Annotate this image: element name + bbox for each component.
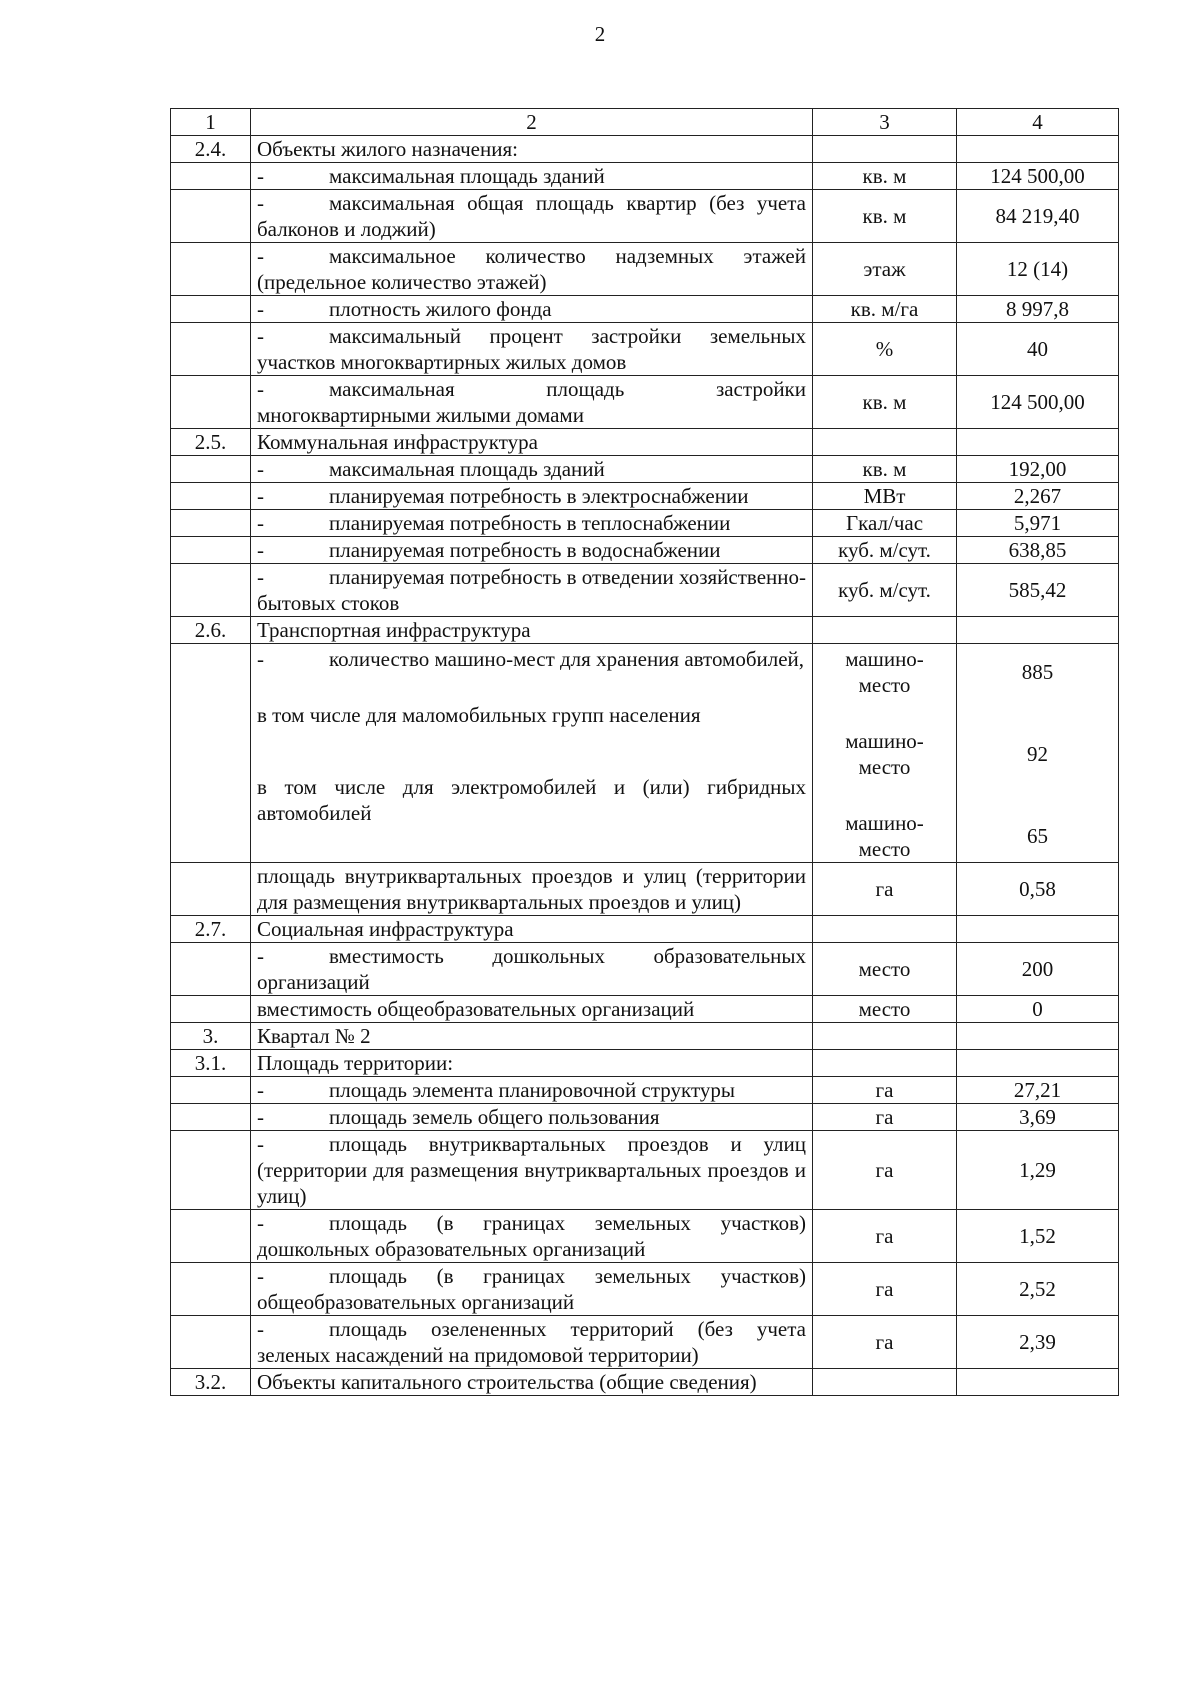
row-text-cell: - площадь (в границах земельных участков) общеобразовательных организаций [251, 1263, 813, 1316]
row-text-cell: - площадь земель общего пользования [251, 1104, 813, 1131]
row-number-cell [171, 1316, 251, 1369]
row-value-cell: 2,39 [957, 1316, 1119, 1369]
row-text: планируемая потребность в теплоснабжении [329, 511, 731, 535]
table-row [171, 1104, 1119, 1131]
table-row [171, 1077, 1119, 1104]
row-number-cell [171, 323, 251, 376]
row-value-cell: 192,00 [957, 456, 1119, 483]
row-text: вместимость общеобразовательных организаций [257, 997, 695, 1021]
table-row [171, 996, 1119, 1023]
parking-unit-1a: машино- [845, 647, 924, 671]
table-row [171, 190, 1119, 243]
row-unit-cell [813, 136, 957, 163]
row-number-cell [171, 1104, 251, 1131]
row-value-cell [957, 617, 1119, 644]
row-text-cell: - максимальная площадь зданий [251, 456, 813, 483]
row-text-cell: - планируемая потребность в водоснабжении [251, 537, 813, 564]
row-text: максимальная общая площадь квартир (без учета балконов и лоджий) [257, 191, 806, 241]
table-row [171, 1210, 1119, 1263]
row-unit-cell: га [813, 1104, 957, 1131]
row-value-cell [957, 916, 1119, 943]
table-row [171, 243, 1119, 296]
row-unit-cell [813, 1050, 957, 1077]
table-row [171, 323, 1119, 376]
row-text-cell: - площадь озелененных территорий (без учета зеленых насаждений на придомовой территории) [251, 1316, 813, 1369]
row-number-cell [171, 863, 251, 916]
row-text: площадь внутриквартальных проездов и улиц (территории для размещения внутриквартальных проездов и улиц) [257, 864, 806, 914]
parking-value-2: 92 [1027, 742, 1048, 766]
row-value-cell: 200 [957, 943, 1119, 996]
row-text-cell [251, 1369, 813, 1396]
row-text: Транспортная инфраструктура [257, 618, 531, 642]
row-value-cell: 84 219,40 [957, 190, 1119, 243]
row-number-cell [171, 564, 251, 617]
row-text: Объекты жилого назначения: [257, 137, 518, 161]
parking-line-1: - количество машино-мест для хранения автомобилей, [257, 647, 805, 671]
table-row [171, 564, 1119, 617]
row-text: планируемая потребность в электроснабжении [329, 484, 749, 508]
row-value-cell: 27,21 [957, 1077, 1119, 1104]
row-text: Объекты капитального строительства (общие сведения) [257, 1370, 757, 1394]
row-value-cell: 638,85 [957, 537, 1119, 564]
row-text-cell [251, 617, 813, 644]
row-unit-cell: га [813, 1316, 957, 1369]
row-text-cell: - вместимость дошкольных образовательных организаций [251, 943, 813, 996]
row-number-cell [171, 943, 251, 996]
row-text: максимальная площадь зданий [329, 164, 605, 188]
row-value-cell: 0,58 [957, 863, 1119, 916]
row-value-cell: 8 997,8 [957, 296, 1119, 323]
row-text-cell: - планируемая потребность в электроснабжении [251, 483, 813, 510]
parking-value-3: 65 [1027, 824, 1048, 848]
row-value-cell: 0 [957, 996, 1119, 1023]
row-text: максимальный процент застройки земельных участков многоквартирных жилых домов [257, 324, 806, 374]
row-text-cell: - максимальное количество надземных этажей (предельное количество этажей) [251, 243, 813, 296]
row-text-cell: - максимальная общая площадь квартир (без учета балконов и лоджий) [251, 190, 813, 243]
row-number-cell [171, 1077, 251, 1104]
row-text-cell: - максимальная площадь застройки многоквартирными жилыми домами [251, 376, 813, 429]
row-number-cell [171, 1131, 251, 1210]
row-unit-cell: МВт [813, 483, 957, 510]
row-text: максимальная площадь застройки многоквартирными жилыми домами [257, 377, 806, 427]
row-text: площадь (в границах земельных участков) общеобразовательных организаций [257, 1264, 806, 1314]
row-text: Площадь территории: [257, 1051, 454, 1075]
row-unit-cell: куб. м/сут. [813, 564, 957, 617]
table-row [171, 916, 1119, 943]
table-row [171, 1023, 1119, 1050]
header-col-4: 4 [957, 109, 1119, 136]
table-row [171, 943, 1119, 996]
parking-unit-2b: место [858, 755, 911, 779]
row-text: площадь внутриквартальных проездов и улиц (территории для размещения внутриквартальных проездов и улиц) [257, 1132, 806, 1208]
table-row [171, 1050, 1119, 1077]
table-row [171, 617, 1119, 644]
row-number-cell [171, 537, 251, 564]
row-unit-cell [813, 429, 957, 456]
row-unit-cell: этаж [813, 243, 957, 296]
row-text-cell: - планируемая потребность в отведении хозяйственно-бытовых стоков [251, 564, 813, 617]
parking-unit-1b: место [858, 673, 911, 697]
page-number: 2 [594, 22, 606, 46]
row-value-cell [957, 429, 1119, 456]
row-text: плотность жилого фонда [329, 297, 552, 321]
row-text-cell [251, 863, 813, 916]
row-text-cell: - плотность жилого фонда [251, 296, 813, 323]
row-value-cell: 124 500,00 [957, 376, 1119, 429]
table-row [171, 296, 1119, 323]
row-text: Квартал № 2 [257, 1024, 371, 1048]
row-unit-cell: кв. м [813, 163, 957, 190]
row-text-cell: - планируемая потребность в теплоснабжении [251, 510, 813, 537]
table-body-bottom [171, 863, 1119, 1396]
row-text-cell: - площадь элемента планировочной структуры [251, 1077, 813, 1104]
row-text-cell: - максимальная площадь зданий [251, 163, 813, 190]
row-number-cell: 2.6. [171, 617, 251, 644]
table-row [171, 863, 1119, 916]
row-text: Социальная инфраструктура [257, 917, 514, 941]
parking-line-1-text: количество машино-мест для хранения автомобилей, [329, 647, 805, 671]
row-number-cell: 3.1. [171, 1050, 251, 1077]
row-text-cell: - площадь внутриквартальных проездов и улиц (территории для размещения внутриквартальных проездов и улиц) [251, 1131, 813, 1210]
row-unit-cell: кв. м [813, 376, 957, 429]
row-number-cell: 2.5. [171, 429, 251, 456]
row-value-cell: 5,971 [957, 510, 1119, 537]
table-row [171, 483, 1119, 510]
row-unit-cell: место [813, 943, 957, 996]
row-value-cell: 2,52 [957, 1263, 1119, 1316]
row-text: вместимость дошкольных образовательных организаций [257, 944, 806, 994]
parking-value-1: 885 [1021, 660, 1054, 684]
row-text-cell: - площадь (в границах земельных участков) дошкольных образовательных организаций [251, 1210, 813, 1263]
row-number-cell [171, 190, 251, 243]
row-text-cell [251, 429, 813, 456]
row-value-cell: 124 500,00 [957, 163, 1119, 190]
row-unit-cell: га [813, 1210, 957, 1263]
row-text: максимальное количество надземных этажей (предельное количество этажей) [257, 244, 806, 294]
row-text: площадь озелененных территорий (без учета зеленых насаждений на придомовой территории) [257, 1317, 806, 1367]
row-unit-cell: Гкал/час [813, 510, 957, 537]
parking-unit-3a: машино- [845, 811, 924, 835]
row-value-cell [957, 1023, 1119, 1050]
row-text-cell [251, 996, 813, 1023]
row-unit-cell: % [813, 323, 957, 376]
parking-text-cell [251, 644, 813, 863]
row-text: планируемая потребность в отведении хозяйственно-бытовых стоков [257, 565, 806, 615]
header-col-1: 1 [171, 109, 251, 136]
row-number-cell [171, 296, 251, 323]
row-unit-cell: кв. м [813, 456, 957, 483]
row-unit-cell: га [813, 863, 957, 916]
row-number-cell: 2.7. [171, 916, 251, 943]
row-number-cell [171, 483, 251, 510]
row-number-cell [171, 1263, 251, 1316]
row-number-cell [171, 510, 251, 537]
table-row [171, 1316, 1119, 1369]
row-number-cell [171, 163, 251, 190]
row-value-cell [957, 1369, 1119, 1396]
parking-line-2: в том числе для маломобильных групп населения [257, 703, 701, 727]
parking-line-3: в том числе для электромобилей и (или) гибридных автомобилей [257, 775, 806, 825]
row-number-cell [171, 243, 251, 296]
row-value-cell: 12 (14) [957, 243, 1119, 296]
table-row [171, 376, 1119, 429]
row-value-cell: 40 [957, 323, 1119, 376]
row-text-cell [251, 1023, 813, 1050]
row-text-cell [251, 136, 813, 163]
table-row [171, 456, 1119, 483]
row-number-cell [171, 1210, 251, 1263]
table-row [171, 510, 1119, 537]
row-number-cell [171, 376, 251, 429]
row-value-cell: 2,267 [957, 483, 1119, 510]
parking-row [171, 644, 1119, 863]
row-unit-cell [813, 916, 957, 943]
row-unit-cell [813, 617, 957, 644]
row-value-cell [957, 1050, 1119, 1077]
row-unit-cell: куб. м/сут. [813, 537, 957, 564]
row-unit-cell: кв. м [813, 190, 957, 243]
row-unit-cell: кв. м/га [813, 296, 957, 323]
header-col-2: 2 [251, 109, 813, 136]
row-value-cell: 1,52 [957, 1210, 1119, 1263]
parking-unit-2a: машино- [845, 729, 924, 753]
row-unit-cell [813, 1023, 957, 1050]
row-number-cell: 2.4. [171, 136, 251, 163]
table-body-top [171, 109, 1119, 644]
row-text: максимальная площадь зданий [329, 457, 605, 481]
row-text: Коммунальная инфраструктура [257, 430, 538, 454]
row-text: планируемая потребность в водоснабжении [329, 538, 721, 562]
row-value-cell: 585,42 [957, 564, 1119, 617]
row-number-cell [171, 996, 251, 1023]
table-row [171, 429, 1119, 456]
table-header-row [171, 109, 1119, 136]
table-row [171, 537, 1119, 564]
table-row [171, 1263, 1119, 1316]
indicators-table [170, 108, 1119, 1396]
row-number-cell: 3. [171, 1023, 251, 1050]
row-text-cell [251, 916, 813, 943]
parking-unit-cell [813, 644, 957, 863]
table-row [171, 1369, 1119, 1396]
row-text: площадь (в границах земельных участков) дошкольных образовательных организаций [257, 1211, 806, 1261]
row-text: площадь земель общего пользования [329, 1105, 660, 1129]
row-unit-cell [813, 1369, 957, 1396]
row-unit-cell: место [813, 996, 957, 1023]
row-value-cell: 1,29 [957, 1131, 1119, 1210]
row-text-cell [251, 1050, 813, 1077]
row-number-cell: 3.2. [171, 1369, 251, 1396]
parking-value-cell [957, 644, 1119, 863]
row-value-cell [957, 136, 1119, 163]
row-unit-cell: га [813, 1077, 957, 1104]
parking-unit-3b: место [858, 837, 911, 861]
row-text: площадь элемента планировочной структуры [329, 1078, 735, 1102]
parking-num-cell [171, 644, 251, 863]
table-row [171, 163, 1119, 190]
row-text-cell: - максимальный процент застройки земельных участков многоквартирных жилых домов [251, 323, 813, 376]
row-unit-cell: га [813, 1263, 957, 1316]
row-number-cell [171, 456, 251, 483]
parking-block [171, 644, 1119, 863]
row-value-cell: 3,69 [957, 1104, 1119, 1131]
table-row [171, 136, 1119, 163]
table-row [171, 1131, 1119, 1210]
row-unit-cell: га [813, 1131, 957, 1210]
header-col-3: 3 [813, 109, 957, 136]
